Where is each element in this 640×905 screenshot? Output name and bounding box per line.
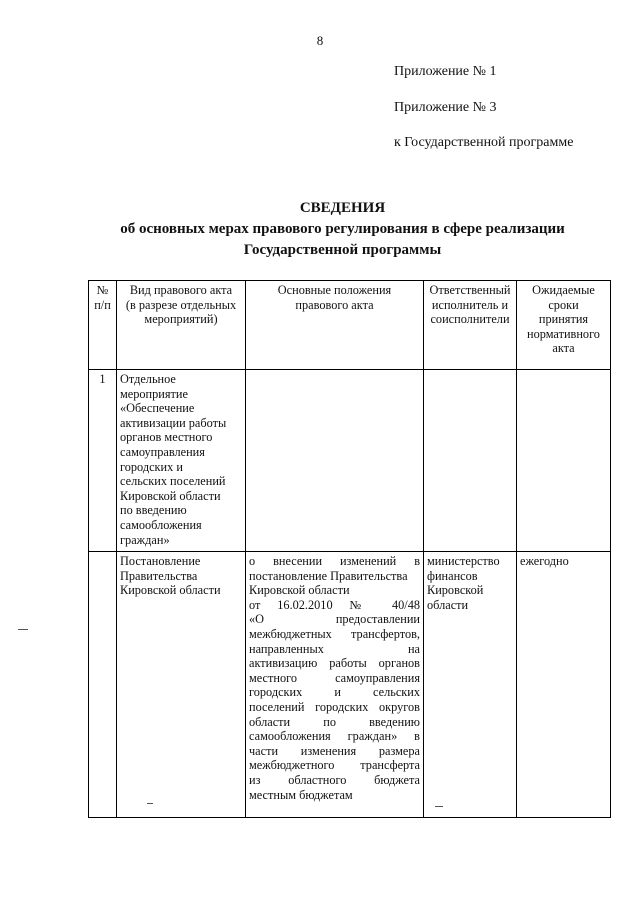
appendix-line-3: к Государственной программе	[394, 135, 574, 150]
header-responsible: Ответственный исполнитель и соисполнители	[424, 281, 517, 370]
appendix-line-2: Приложение № 3	[394, 100, 497, 115]
header-deadline: Ожидаемые сроки принятия нормативного акта	[517, 281, 611, 370]
header-provisions: Основные положения правового акта	[246, 281, 424, 370]
scan-mark	[18, 629, 28, 630]
row-2-deadline: ежегодно	[517, 552, 611, 818]
row-1-act-type: Отдельное мероприятие «Обеспечение активизации работы органов местного самоуправления городских и сельских поселений Кировской области по введению самообложения граждан»	[117, 370, 246, 552]
row-1-provisions	[246, 370, 424, 552]
row-2-act-type: Постановление Правительства Кировской области	[117, 552, 246, 818]
row-1-num: 1	[89, 370, 117, 552]
scan-mark	[147, 803, 153, 804]
header-num: № п/п	[89, 281, 117, 370]
regulation-table	[88, 280, 611, 818]
table-header-row	[89, 281, 611, 370]
row-2-provisions: о внесении изменений в постановление Правительства Кировской области от 16.02.2010 № 40/48 «О предоставлении межбюджетных трансфертов, направленных на активизацию работы органов местного самоуправления городских и сельских поселений городских округов области по введению самообложения граждан» в части изменения размера межбюджетного трансферта из областного бюджета местным бюджетам	[246, 552, 424, 818]
title-program: Государственной программы	[243, 242, 442, 258]
table-row	[89, 552, 611, 818]
title-heading: СВЕДЕНИЯ	[299, 200, 386, 216]
scan-mark	[435, 806, 443, 807]
row-1-responsible	[424, 370, 517, 552]
row-2-responsible: министерство финансов Кировской области	[424, 552, 517, 818]
row-1-deadline	[517, 370, 611, 552]
table-row	[89, 370, 611, 552]
row-2-num	[89, 552, 117, 818]
title-subheading: об основных мерах правового регулирования в сфере реализации	[120, 221, 565, 237]
header-act-type: Вид правового акта (в разрезе отдельных мероприятий)	[117, 281, 246, 370]
page-number: 8	[316, 33, 324, 48]
appendix-line-1: Приложение № 1	[394, 64, 497, 79]
